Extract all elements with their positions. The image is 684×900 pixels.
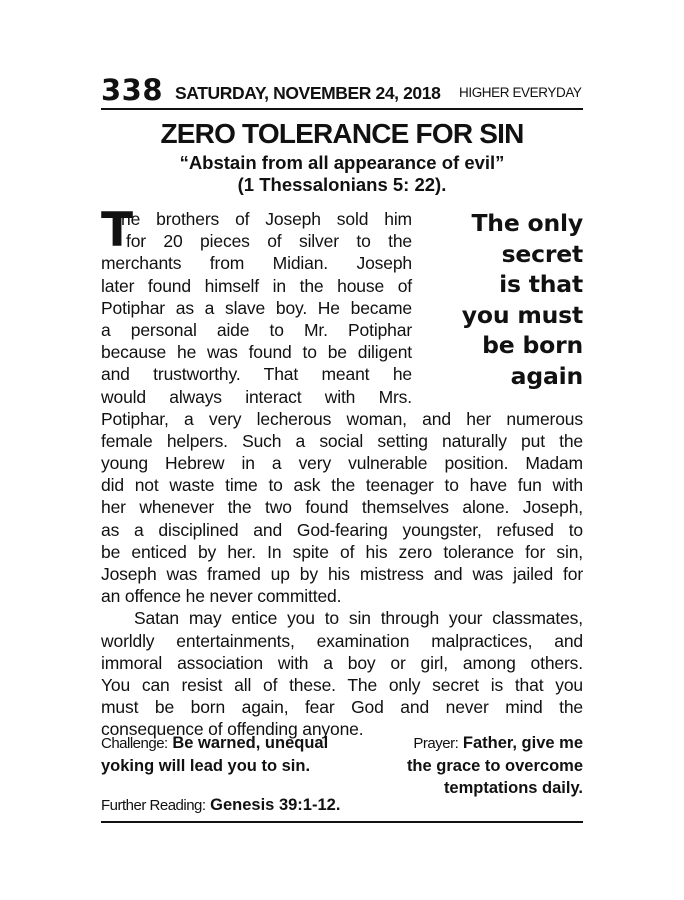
body-line: he brothers of Joseph sold him <box>121 209 412 229</box>
pull-quote-line: is that <box>499 270 583 298</box>
body-line: later found himself in the house of <box>101 275 412 296</box>
body-line: be enticed by her. In spite of his zero tolerance for sin, <box>101 541 583 562</box>
body-line: an offence he never committed. <box>101 586 342 607</box>
body-line: her whenever the two found themselves alone. Joseph, <box>101 497 583 518</box>
challenge-text: yoking will lead you to sin. <box>101 757 311 775</box>
body-line: a personal aide to Mr. Potiphar <box>101 319 412 340</box>
page-number: 338 <box>101 73 164 107</box>
further-reading-label: Further Reading: <box>101 797 206 814</box>
body-line: young Hebrew in a very vulnerable position. Madam <box>101 453 583 474</box>
body-line: as a disciplined and God-fearing youngster, refused to <box>101 519 583 540</box>
body-line: must be born again, fear God and never mind the <box>101 697 583 718</box>
publication-name: HIGHER EVERYDAY <box>459 85 582 100</box>
prayer-text: the grace to overcome <box>406 757 583 775</box>
body-line: You can resist all of these. The only secret is that you <box>101 674 583 695</box>
challenge-block <box>101 732 371 777</box>
body-line: Satan may entice you to sin through your classmates, <box>134 608 583 629</box>
body-line: merchants from Midian. Joseph <box>101 253 412 274</box>
body-line: female helpers. Such a social setting naturally put the <box>101 430 583 451</box>
body-line: Potiphar, a very lecherous woman, and her numerous <box>101 408 583 429</box>
further-reading-text: Genesis 39:1-12. <box>210 796 341 814</box>
verse-quote: “Abstain from all appearance of evil” <box>179 152 505 173</box>
body-line: would always interact with Mrs. <box>101 386 412 407</box>
body-line: immoral association with a boy or girl, among others. <box>101 652 583 673</box>
body-line: because he was found to be diligent <box>101 342 412 363</box>
page-header <box>101 74 583 110</box>
pull-quote-line: you must <box>461 300 583 329</box>
challenge-text: Be warned, unequal <box>172 734 329 752</box>
further-reading <box>101 794 583 817</box>
page-date: SATURDAY, NOVEMBER 24, 2018 <box>175 83 441 103</box>
pull-quote-line: be born <box>482 331 583 359</box>
devotional-page <box>101 73 583 814</box>
body-line: and trustworthy. That meant he <box>101 364 412 385</box>
body-line: consequence of offending anyone. <box>101 719 364 740</box>
prayer-block <box>353 732 583 799</box>
pull-quote-line: secret <box>501 239 583 268</box>
dropcap-letter: T <box>101 203 133 258</box>
pull-quote-line: again <box>510 361 583 390</box>
pull-quote <box>427 208 583 391</box>
challenge-label: Challenge: <box>101 735 168 752</box>
bottom-divider <box>101 821 583 823</box>
body-line: did not waste time to ask the teenager to have fun with <box>101 475 583 496</box>
body-line: Potiphar as a slave boy. He became <box>101 297 412 318</box>
prayer-text: temptations daily. <box>443 779 583 797</box>
page-title: ZERO TOLERANCE FOR SIN <box>160 118 524 149</box>
prayer-text: Father, give me <box>462 734 583 752</box>
body-line: for 20 pieces of silver to the <box>126 231 412 252</box>
pull-quote-line: The only <box>471 209 583 237</box>
body-line: worldly entertainments, examination malpractices, and <box>101 630 583 651</box>
prayer-label: Prayer: <box>413 735 459 752</box>
body-line: Joseph was framed up by his mistress and was jailed for <box>101 564 583 584</box>
verse-reference: (1 Thessalonians 5: 22). <box>237 174 447 195</box>
